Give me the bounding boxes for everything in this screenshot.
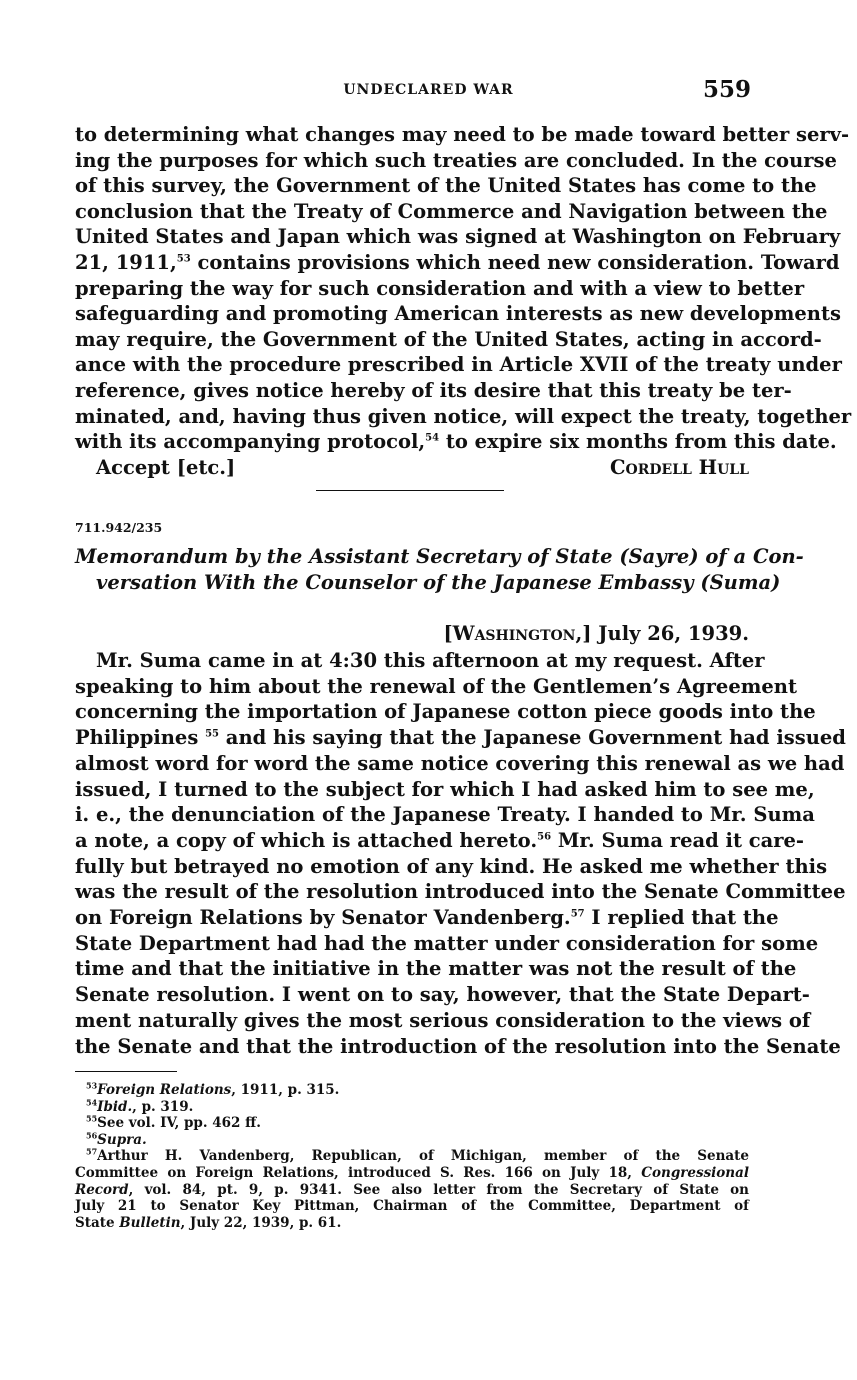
memo-title bbox=[75, 544, 804, 596]
memo-line: time and that the initiative in the matter was not the result of the bbox=[75, 957, 797, 981]
page-number: 559 bbox=[702, 76, 751, 103]
memo-line: was the result of the resolution introduced into the Senate Committee bbox=[75, 880, 846, 904]
footnote-57-line: State Bulletin, July 22, 1939, p. 61. bbox=[75, 1214, 342, 1231]
note-line: minated, and, having thus given notice, will expect the treaty, together bbox=[75, 404, 852, 428]
footnote-54: $^{54}$Ibid., p. 319. bbox=[86, 1097, 194, 1115]
running-title: UNDECLARED WAR bbox=[343, 82, 514, 98]
memo-line: Mr. Suma came in at 4:30 this afternoon at my request. After bbox=[96, 649, 765, 672]
footnote-ref: 56 bbox=[537, 831, 552, 843]
memo-line: on Foreign Relations by Senator Vandenberg.$^{57}$ I replied that the bbox=[75, 906, 779, 929]
memo-title-line: versation With the Counselor of the Japanese Embassy (Suma) bbox=[96, 571, 781, 594]
dateline-place: [Washington,] bbox=[443, 622, 592, 645]
note-line: reference, gives notice hereby of its desire that this treaty be ter- bbox=[75, 379, 792, 402]
note-line: preparing the way for such consideration and with a view to better bbox=[75, 276, 805, 300]
file-number: 711.942/235 bbox=[75, 520, 163, 535]
memo-line: Senate resolution. I went on to say, however, that the State Depart- bbox=[75, 983, 810, 1007]
note-line: ance with the procedure prescribed in Article XVII of the treaty under bbox=[75, 353, 842, 377]
note-line: to determining what changes may need to be made toward better serv- bbox=[75, 123, 850, 146]
note-line: 21, 1911,53 contains provisions which need new consideration. Toward bbox=[75, 251, 840, 274]
footnote-divider bbox=[75, 1071, 177, 1072]
note-line: with its accompanying protocol,$^{54}$ to expire six months from this date. bbox=[75, 430, 837, 454]
footnote-57-line: Committee on Foreign Relations, introduced S. Res. 166 on July 18, Congressional bbox=[75, 1165, 749, 1181]
memo-line: concerning the importation of Japanese cotton piece goods into the bbox=[75, 700, 816, 724]
memo-line: the Senate and that the introduction of the resolution into the Senate bbox=[75, 1034, 841, 1058]
note-line: United States and Japan which was signed at Washington on February bbox=[75, 225, 841, 249]
memo-line: Philippines $^{55}$ and his saying that the Japanese Government had issued bbox=[75, 726, 846, 750]
note-line: of this survey, the Government of the United States has come to the bbox=[75, 174, 817, 198]
memo-line: issued, I turned to the subject for which I had asked him to see me, bbox=[75, 777, 815, 801]
footnote-ref: 57 bbox=[570, 908, 585, 920]
note-line: ing the purposes for which such treaties are concluded. In the course bbox=[75, 148, 837, 172]
memo-title-line: Memorandum by the Assistant Secretary of State (Sayre) of a Con- bbox=[75, 545, 804, 568]
footnote-57: $^{57}$Arthur H. Vandenberg, Republican, of Michigan, member of the Senate bbox=[86, 1146, 749, 1165]
section-divider bbox=[316, 490, 504, 491]
memo-line: a note, a copy of which is attached hereto.$^{56}$ Mr. Suma read it care- bbox=[75, 828, 805, 852]
note-line: safeguarding and promoting American interests as new developments bbox=[75, 302, 841, 326]
footnote-ref: 55 bbox=[205, 728, 220, 740]
memo-line: ment naturally gives the most serious consideration to the views of bbox=[75, 1008, 811, 1032]
memo-line: fully but betrayed no emotion of any kind. He asked me whether this bbox=[75, 854, 828, 878]
dateline-date: July 26, 1939. bbox=[591, 622, 749, 645]
memo-line: speaking to him about the renewal of the Gentlemen’s Agreement bbox=[75, 674, 797, 698]
memo-line: State Department had had the matter under consideration for some bbox=[75, 931, 819, 955]
closing-formula: Accept [etc.] bbox=[96, 456, 236, 479]
footnote-55: $^{55}$See vol. IV, pp. 462 ff. bbox=[86, 1113, 261, 1132]
footnote-ref: 54 bbox=[425, 432, 440, 444]
footnote-57-line: Record, vol. 84, pt. 9, p. 9341. See also letter from the Secretary of State on bbox=[75, 1181, 749, 1198]
note-line: may require, the Government of the United States, acting in accord- bbox=[75, 327, 822, 351]
memo-line: almost word for word the same notice covering this renewal as we had bbox=[75, 751, 845, 775]
dateline bbox=[75, 621, 749, 647]
memo-line: i. e., the denunciation of the Japanese Treaty. I handed to Mr. Suma bbox=[75, 803, 815, 827]
footnote-57-line: July 21 to Senator Key Pittman, Chairman of the Committee, Department of bbox=[75, 1198, 749, 1215]
signature: Cordell Hull bbox=[610, 456, 749, 479]
footnote-ref: 53 bbox=[176, 253, 191, 265]
footnote-56: $^{56}$Supra. bbox=[86, 1130, 147, 1148]
footnote-53: $^{53}$Foreign Relations, 1911, p. 315. bbox=[86, 1080, 340, 1098]
note-line: conclusion that the Treaty of Commerce and Navigation between the bbox=[75, 199, 828, 223]
